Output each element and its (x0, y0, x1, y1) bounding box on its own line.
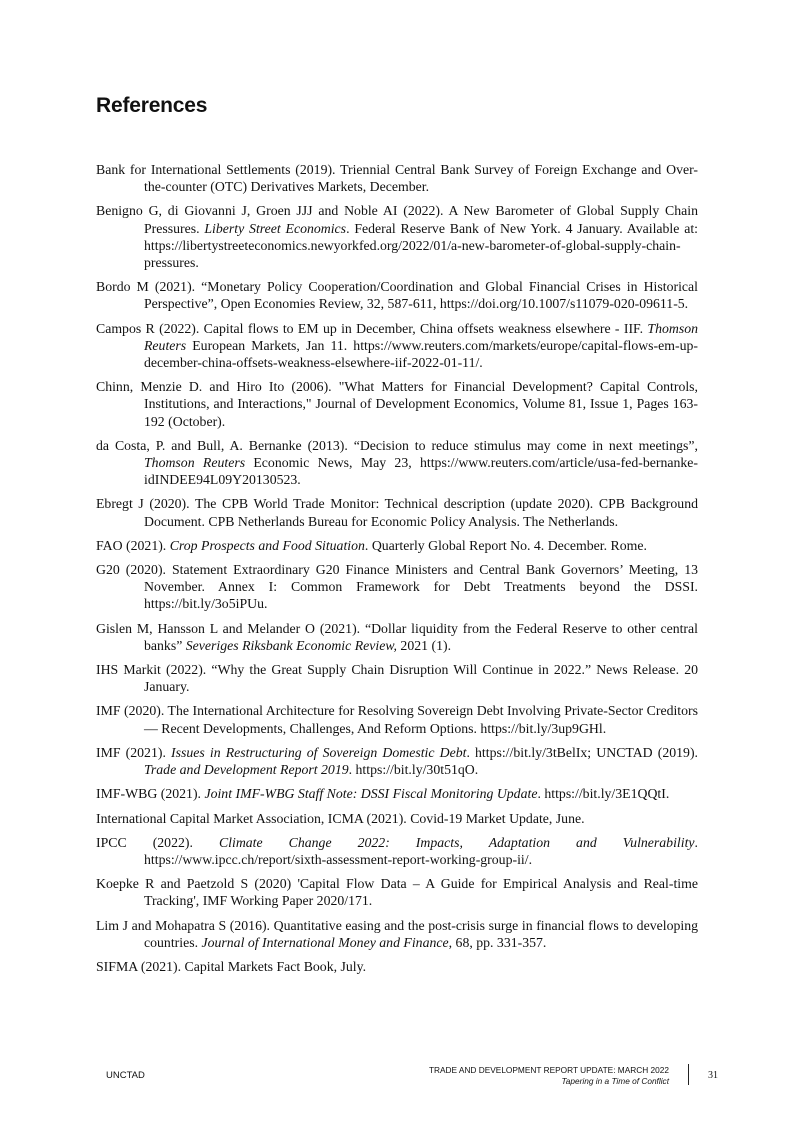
reference-item: Bank for International Settlements (2019). Triennial Central Bank Survey of Foreign Exchange and Over-the-counter (OTC) Derivatives Markets, December. (96, 162, 698, 195)
reference-list (96, 161, 698, 982)
footer-org-name: UNCTAD (106, 1070, 145, 1081)
reference-item: Lim J and Mohapatra S (2016). Quantitative easing and the post-crisis surge in financial flows to developing countries. Journal of International Money and Finance, 68, pp. 331-357. (96, 917, 698, 950)
footer-report-info (429, 1065, 669, 1086)
reference-item: Bordo M (2021). “Monetary Policy Cooperation/Coordination and Global Financial Crises in Historical Perspective”, Open Economies Review, 32, 587-611, https://doi.org/10.1007/s11079-020-09611-5. (96, 279, 698, 312)
page-number: 31 (708, 1070, 718, 1081)
reference-item: Campos R (2022). Capital flows to EM up in December, China offsets weakness elsewhere - IIF. Thomson Reuters European Markets, Jan 11. https://www.reuters.com/markets/europe/capital-flows-em-up-december-china-offsets-weakness-elsewhere-iif-2022-01-11/. (96, 320, 698, 371)
reference-item: Koepke R and Paetzold S (2020) 'Capital Flow Data – A Guide for Empirical Analysis and Real-time Tracking', IMF Working Paper 2020/171. (96, 876, 698, 909)
footer-report-title: TRADE AND DEVELOPMENT REPORT UPDATE: MARCH 2022 (428, 1065, 669, 1075)
reference-item: IMF-WBG (2021). Joint IMF-WBG Staff Note: DSSI Fiscal Monitoring Update. https://bit.ly/3E1QQtI. (96, 786, 670, 802)
reference-item: IPCC (2022). Climate Change 2022: Impacts, Adaptation and Vulnerability. https://www.ipcc.ch/report/sixth-assessment-report-working-group-ii/. (96, 834, 698, 867)
page-title: References (96, 94, 208, 117)
footer-divider (688, 1064, 689, 1085)
reference-item: Benigno G, di Giovanni J, Groen JJJ and Noble AI (2022). A New Barometer of Global Supply Chain Pressures. Liberty Street Economics. Federal Reserve Bank of New York. 4 January. Available at: https://libertystreeteconomics.newyorkfed.org/2022/01/a-new-barometer-of-global-supply-chain-pressures. (96, 203, 698, 271)
reference-item: G20 (2020). Statement Extraordinary G20 Finance Ministers and Central Bank Governors’ Meeting, 13 November. Annex I: Common Framework for Debt Treatments beyond the DSSI. https://bit.ly/3o5iPUu. (96, 562, 698, 612)
reference-item: IHS Markit (2022). “Why the Great Supply Chain Disruption Will Continue in 2022.” News Release. 20 January. (96, 662, 698, 695)
reference-item: SIFMA (2021). Capital Markets Fact Book, July. (96, 958, 367, 974)
reference-item: IMF (2020). The International Architecture for Resolving Sovereign Debt Involving Private-Sector Creditors — Recent Developments, Challenges, And Reform Options. https://bit.ly/3up9GHl. (96, 703, 698, 736)
reference-item: International Capital Market Association, ICMA (2021). Covid-19 Market Update, June. (96, 810, 585, 826)
reference-item: Chinn, Menzie D. and Hiro Ito (2006). "What Matters for Financial Development? Capital Controls, Institutions, and Interactions," Journal of Development Economics, Volume 81, Issue 1, Pages 163-192 (October). (96, 379, 698, 429)
reference-item: da Costa, P. and Bull, A. Bernanke (2013). “Decision to reduce stimulus may come in next meetings”, Thomson Reuters Economic News, May 23, https://www.reuters.com/article/usa-fed-bernanke-idINDEE94L09Y20130523. (96, 437, 698, 488)
reference-item: Ebregt J (2020). The CPB World Trade Monitor: Technical description (update 2020). CPB Background Document. CPB Netherlands Bureau for Economic Policy Analysis. The Netherlands. (96, 496, 698, 529)
reference-item: Gislen M, Hansson L and Melander O (2021). “Dollar liquidity from the Federal Reserve to other central banks” Severiges Riksbank Economic Review, 2021 (1). (96, 620, 698, 653)
reference-item: IMF (2021). Issues in Restructuring of Sovereign Domestic Debt. https://bit.ly/3tBelIx; UNCTAD (2019). Trade and Development Report 2019. https://bit.ly/30t51qO. (96, 744, 699, 778)
reference-item: FAO (2021). Crop Prospects and Food Situation. Quarterly Global Report No. 4. December. Rome. (96, 537, 647, 553)
footer-report-subtitle: Tapering in a Time of Conflict (561, 1075, 669, 1086)
page-footer (0, 1062, 793, 1092)
